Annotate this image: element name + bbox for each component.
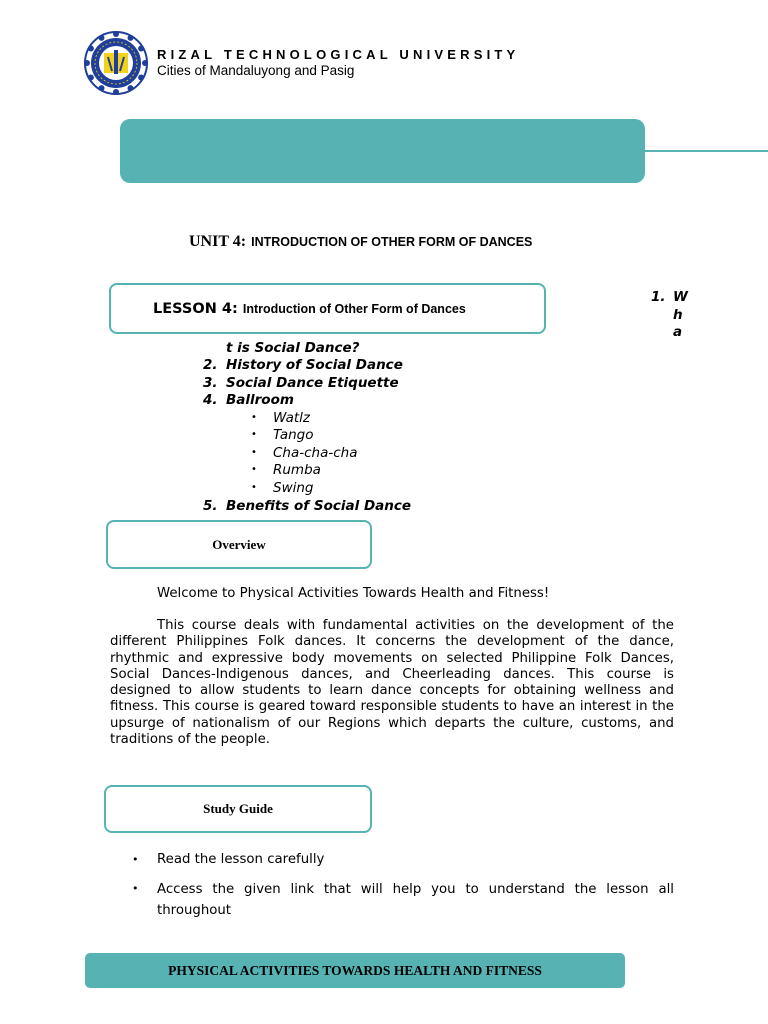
ballroom-item-label: Cha-cha-cha xyxy=(273,445,358,461)
ballroom-item-label: Watlz xyxy=(273,410,311,426)
title-banner xyxy=(120,119,645,183)
topic-3-label: Social Dance Etiquette xyxy=(226,375,399,391)
ballroom-item xyxy=(0,445,768,463)
bullet-icon: • xyxy=(251,447,257,458)
bullet-icon: • xyxy=(132,853,139,866)
ballroom-item-label: Swing xyxy=(273,480,314,496)
study-guide-heading: Study Guide xyxy=(203,801,273,816)
topic-1-letter: W xyxy=(673,289,688,305)
welcome-text: Welcome to Physical Activities Towards Health and Fitness! xyxy=(157,586,550,601)
topic-1-letter: a xyxy=(673,324,683,340)
ballroom-item xyxy=(0,480,768,498)
topic-1-label: t is Social Dance? xyxy=(226,340,360,356)
study-guide-item: Read the lesson carefully xyxy=(157,852,325,867)
ballroom-item-label: Rumba xyxy=(273,462,321,478)
study-guide-item: Access the given link that will help you to understand the lesson all throughout xyxy=(157,882,674,918)
topic-5-label: Benefits of Social Dance xyxy=(226,498,412,514)
lesson-prefix: LESSON 4: xyxy=(153,300,238,317)
unit-heading xyxy=(189,231,532,251)
footer-text: PHYSICAL ACTIVITIES TOWARDS HEALTH AND FITNESS xyxy=(168,962,542,978)
topic-1-number: 1. xyxy=(651,289,666,305)
topic-2 xyxy=(0,357,768,375)
topic-3-number: 3. xyxy=(203,375,218,391)
topic-3 xyxy=(0,375,768,393)
course-description: This course deals with fundamental activities on the development of the different Philippines Folk dances. It concerns the development of the dance, rhythmic and expressive body movements on selected Philippine Folk Dances, Social Dances-Indigenous dances, and Cheerleading dances. This course is designed to allow students to learn dance concepts for obtaining wellness and fitness. This course is geared toward responsible students to have an interest in the upsurge of nationalism of our Regions which departs the culture, customs, and traditions of the people. xyxy=(110,618,674,748)
banner-divider-line xyxy=(645,150,768,152)
overview-heading: Overview xyxy=(212,536,266,552)
ballroom-item xyxy=(0,462,768,480)
topic-4 xyxy=(0,392,768,410)
topic-5 xyxy=(0,498,768,516)
university-subtitle: Cities of Mandaluyong and Pasig xyxy=(157,63,355,78)
lesson-box xyxy=(109,283,546,334)
unit-prefix: UNIT 4: xyxy=(189,233,247,250)
university-seal-logo xyxy=(84,31,148,95)
bullet-icon: • xyxy=(251,412,257,423)
bullet-icon: • xyxy=(251,482,257,493)
topic-1-wrapped-letters xyxy=(673,289,688,342)
topic-1-letter: h xyxy=(673,306,683,323)
topic-4-number: 4. xyxy=(203,392,218,408)
study-guide-box xyxy=(104,785,372,833)
university-name: RIZAL TECHNOLOGICAL UNIVERSITY xyxy=(157,47,520,62)
ballroom-item-label: Tango xyxy=(273,427,314,443)
topic-4-label: Ballroom xyxy=(226,392,294,408)
bullet-icon: • xyxy=(251,429,257,440)
ballroom-item xyxy=(0,410,768,428)
footer-banner xyxy=(85,953,625,988)
bullet-icon: • xyxy=(251,464,257,475)
lesson-title: Introduction of Other Form of Dances xyxy=(242,301,466,316)
ballroom-item xyxy=(0,427,768,445)
unit-title: INTRODUCTION OF OTHER FORM OF DANCES xyxy=(251,235,533,249)
topic-5-number: 5. xyxy=(203,498,218,514)
overview-box xyxy=(106,520,372,569)
topic-2-label: History of Social Dance xyxy=(226,357,403,373)
bullet-icon: • xyxy=(132,882,139,895)
topic-2-number: 2. xyxy=(203,357,218,373)
